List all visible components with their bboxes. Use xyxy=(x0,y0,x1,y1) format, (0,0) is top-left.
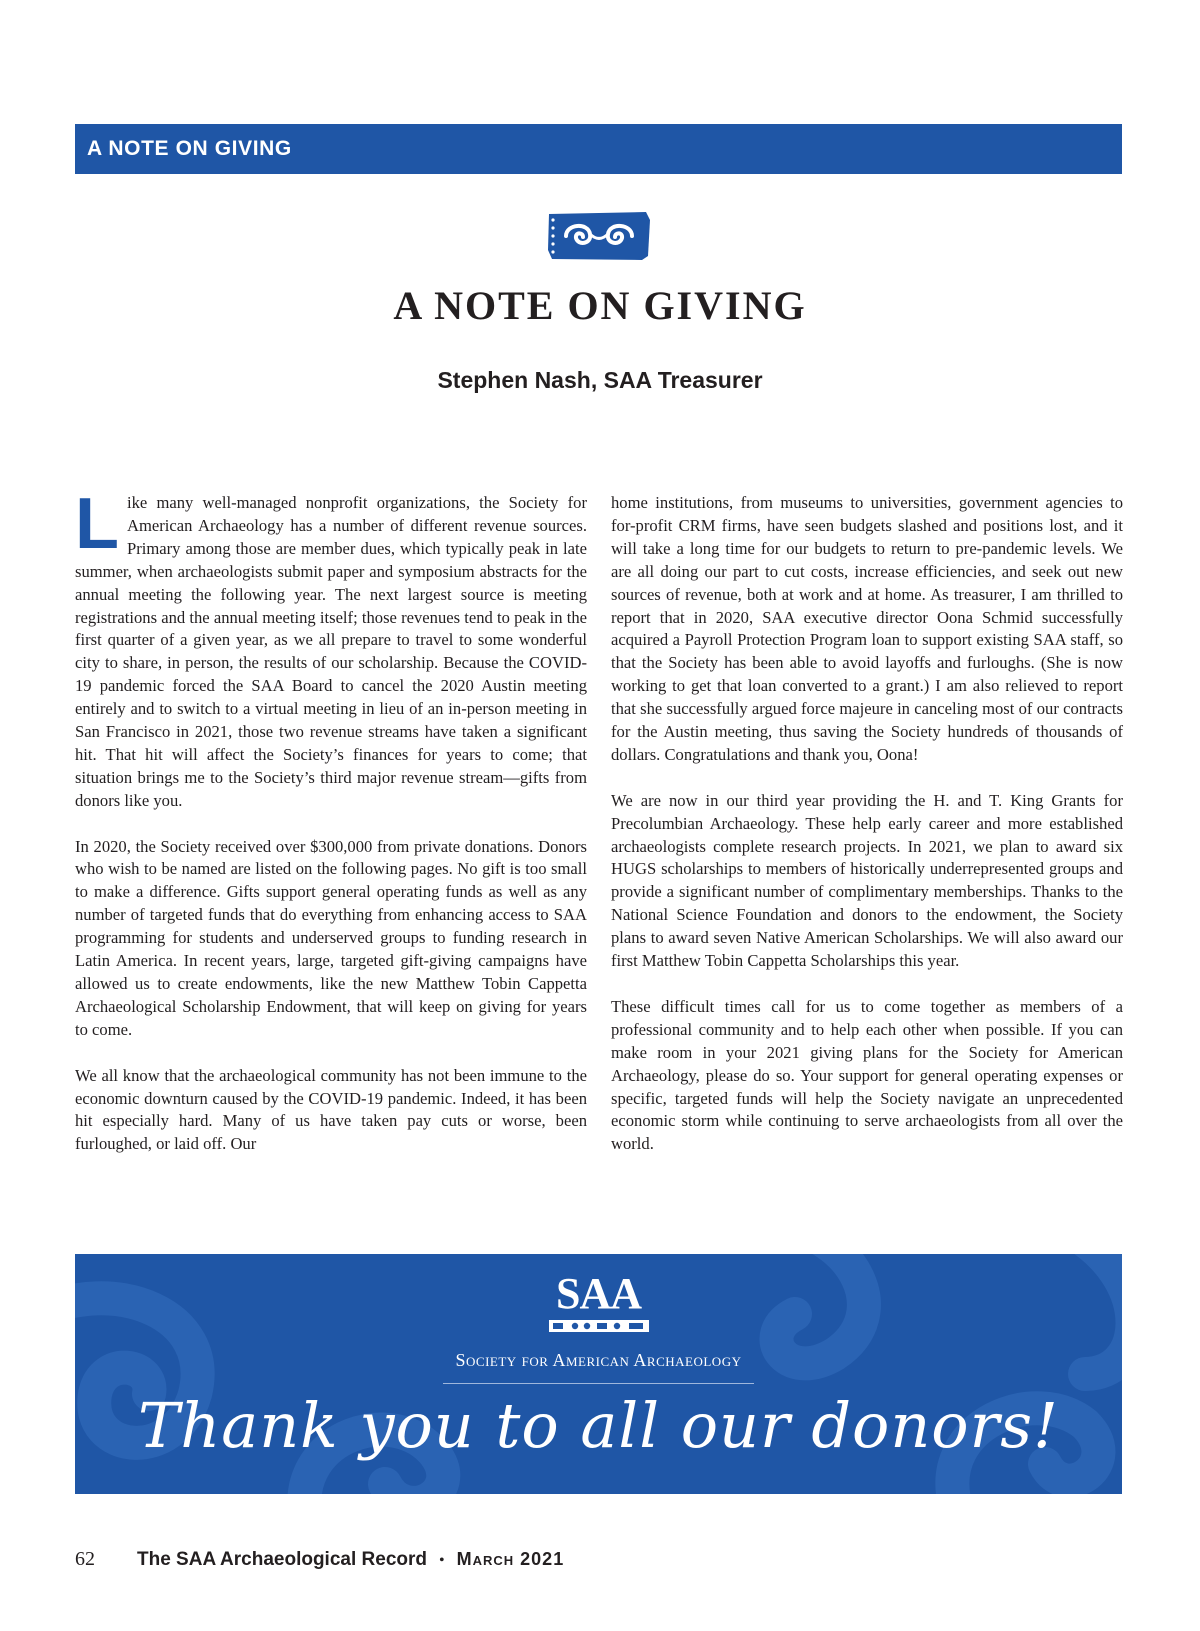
left-column xyxy=(75,484,587,1179)
page-number: 62 xyxy=(75,1548,95,1570)
article-title: A NOTE ON GIVING xyxy=(393,283,807,328)
saa-logo: SAA xyxy=(555,1269,642,1318)
page-footer xyxy=(75,1544,564,1574)
journal-name: The SAA Archaeological Record xyxy=(137,1549,427,1570)
donor-thanks-banner xyxy=(75,1254,1122,1494)
society-name: Society for American Archaeology xyxy=(455,1350,742,1370)
drop-cap: L xyxy=(75,484,119,564)
section-label: A NOTE ON GIVING xyxy=(87,137,292,160)
footer-separator: • xyxy=(439,1552,445,1569)
banner-divider xyxy=(443,1383,754,1384)
paragraph xyxy=(75,484,587,813)
paragraph: We all know that the archaeological community has not been immune to the economic downturn caused by the COVID-19 pandemic. Indeed, it has been hit especially hard. Many of us have taken pay cuts or worse, been furloughed, or laid off. Our xyxy=(75,1065,587,1154)
article-byline: Stephen Nash, SAA Treasurer xyxy=(437,367,763,393)
right-column xyxy=(611,492,1123,1179)
paragraph-text: ike many well-managed nonprofit organizations, the Society for American Archaeology has a number of different revenue sources. Primary among those are member dues, which typically peak in late summer, when archaeologists submit paper and symposium abstracts for the annual meeting the following year. The next largest source is meeting registrations and the annual meeting itself; those revenues tend to peak in the first quarter of a given year, as we all prepare to travel to some wonderful city to share, in person, the results of our scholarship. Because the COVID-19 pandemic forced the SAA Board to cancel the 2020 Austin meeting entirely and to switch to a virtual meeting in lieu of an in-person meeting in San Francisco in 2021, those two revenue streams have taken a significant hit. That hit will affect the Society’s finances for years to come; that situation brings me to the Society’s third major revenue stream—gifts from donors like you. xyxy=(75,493,587,810)
thank-you-message: Thank you to all our donors! xyxy=(138,1389,1059,1462)
paragraph: In 2020, the Society received over $300,000 from private donations. Donors who wish to be named are listed on the following pages. No gift is too small to make a difference. Gifts support general operating funds as well as any number of targeted funds that do everything from enhancing access to SAA programming for students and underserved groups to funding research in Latin America. In recent years, large, targeted gift-giving campaigns have allowed us to create endowments, like the new Matthew Tobin Cappetta Archaeological Scholarship Endowment, that will keep on giving for years to come. xyxy=(75,836,587,1039)
issue-date: March 2021 xyxy=(456,1549,565,1569)
paragraph: home institutions, from museums to universities, government agencies to for-profit CRM firms, have seen budgets slashed and positions lost, and it will take a long time for our budgets to return to pre-pandemic levels. We are all doing our part to cut costs, increase efficiencies, and seek out new sources of revenue, both at work and at home. As treasurer, I am thrilled to report that in 2020, SAA executive director Oona Schmid successfully acquired a Payroll Protection Program loan to support existing SAA staff, so that the Society has been able to avoid layoffs and furloughs. (She is now working to get that loan converted to a grant.) I am also relieved to report that she successfully argued force majeure in canceling most of our contracts for the Austin meeting, thus saving the Society hundreds of thousands of dollars. Congratulations and thank you, Oona! xyxy=(611,493,1123,764)
section-header-bar xyxy=(75,124,1122,174)
logo-glyph-strip-icon xyxy=(549,1320,649,1332)
paragraph: We are now in our third year providing the H. and T. King Grants for Precolumbian Archaeology. These help early career and more established archaeologists complete research projects. In 2021, we plan to award six HUGS scholarships to members of historically underrepresented groups and provide a significant number of complimentary memberships. Thanks to the National Science Foundation and donors to the endowment, the Society plans to award seven Native American Scholarships. We will also award our first Matthew Tobin Cappetta Scholarships this year. xyxy=(611,790,1123,971)
spiral-glyph-icon xyxy=(546,210,652,262)
paragraph: These difficult times call for us to come together as members of a professional community and to help each other when possible. If you can make room in your 2021 giving plans for the Society for American Archaeology, please do so. Your support for general operating expenses or specific, targeted funds will help the Society navigate an unprecedented economic storm while continuing to serve archaeologists from all over the world. xyxy=(611,996,1123,1154)
